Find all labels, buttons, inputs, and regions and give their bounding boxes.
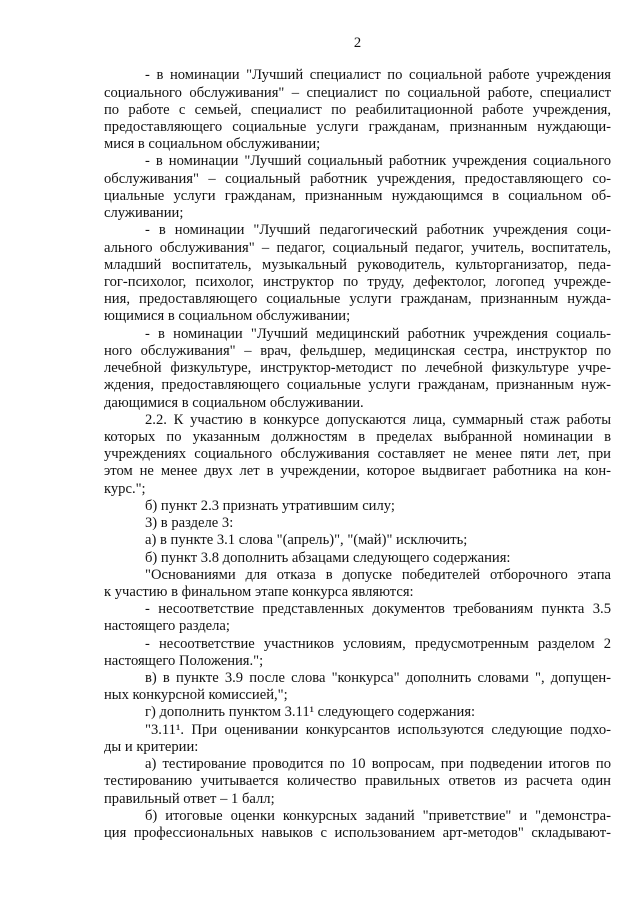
paragraph (104, 550, 611, 567)
text-line: 3) в разделе 3: (145, 515, 234, 532)
text-line: ция профессиональных навыков с использованием арт-методов" складывают- (104, 825, 611, 842)
text-line: этом не менее двух лет в учреждении, которое выдвигает работника на кон- (104, 463, 611, 480)
paragraph (104, 704, 611, 721)
text-line: к участию в финальном этапе конкурса являются: (104, 583, 414, 600)
document-body (104, 67, 611, 842)
text-line: настоящего раздела; (104, 618, 230, 635)
text-line: - несоответствие представленных документов требованиям пункта 3.5 (145, 601, 611, 618)
page-number: 2 (353, 35, 362, 51)
text-line: а) тестирование проводится по 10 вопросам, при подведении итогов по (145, 756, 611, 773)
text-line: б) итоговые оценки конкурсных заданий "приветствие" и "демонстра- (145, 807, 611, 824)
text-line: ждения, предоставляющего социальные услуги гражданам, признанным нуж- (104, 377, 611, 394)
text-line: по работе с семьей, специалист по реабилитационной работе учреждения, (104, 101, 611, 118)
text-line: курс."; (104, 480, 146, 497)
paragraph (104, 636, 611, 670)
text-line: дающимися в социальном обслуживании. (104, 394, 364, 411)
paragraph (104, 756, 611, 808)
text-line: предоставляющего социальные услуги гражданам, признанным нуждающи- (104, 119, 611, 136)
text-line: младший воспитатель, музыкальный руководитель, культорганизатор, педа- (104, 256, 611, 273)
text-line: служивании; (104, 205, 184, 222)
paragraph (104, 532, 611, 549)
text-line: ных конкурсной комиссией,"; (104, 687, 288, 704)
text-line: ющимися в социальном обслуживании; (104, 308, 351, 325)
text-line: учреждениях социального обслуживания составляет не менее пяти лет, при (104, 446, 611, 463)
text-line: - в номинации "Лучший социальный работник учреждения социального (145, 153, 611, 170)
text-line: - в номинации "Лучший медицинский работник учреждения социаль- (145, 325, 611, 342)
paragraph (104, 67, 611, 153)
paragraph (104, 808, 611, 842)
paragraph (104, 326, 611, 412)
text-line: ального обслуживания" – педагог, социальный педагог, учитель, воспитатель, (104, 239, 611, 256)
text-line: - в номинации "Лучший специалист по социальной работе учреждения (145, 67, 611, 84)
text-line: б) пункт 3.8 дополнить абзацами следующего содержания: (145, 549, 511, 566)
text-line: в) в пункте 3.9 после слова "конкурса" дополнить словами ", допущен- (145, 670, 611, 687)
text-line: правильный ответ – 1 балл; (104, 790, 275, 807)
text-line: лечебной физкультуре, инструктор-методист по лечебной физкультуре учре- (104, 360, 611, 377)
text-line: - несоответствие участников условиям, предусмотренным разделом 2 (145, 635, 611, 652)
text-line: ды и критерии: (104, 738, 199, 755)
text-line: мися в социальном обслуживании; (104, 136, 321, 153)
text-line: циальные услуги гражданам, признанным нуждающимся в социальном об- (104, 187, 611, 204)
text-line: тестированию учитывается количество правильных ответов из расчета один (104, 773, 611, 790)
text-line: обслуживания" – социальный работник учреждения, предоставляющего со- (104, 170, 611, 187)
text-line: гог-психолог, психолог, инструктор по труду, дефектолог, логопед учрежде- (104, 274, 611, 291)
text-line: б) пункт 2.3 признать утратившим силу; (145, 497, 395, 514)
paragraph (104, 515, 611, 532)
text-line: "3.11¹. При оценивании конкурсантов используются следующие подхо- (145, 721, 611, 738)
text-line: а) в пункте 3.1 слова "(апрель)", "(май)" исключить; (145, 532, 468, 549)
text-line: г) дополнить пунктом 3.11¹ следующего содержания: (145, 704, 476, 721)
paragraph (104, 722, 611, 756)
text-line: - в номинации "Лучший педагогический работник учреждения соци- (145, 222, 611, 239)
text-line: ного обслуживания" – врач, фельдшер, медицинская сестра, инструктор по (104, 342, 611, 359)
text-line: 2.2. К участию в конкурсе допускаются лица, суммарный стаж работы (145, 411, 611, 428)
paragraph (104, 412, 611, 498)
paragraph (104, 670, 611, 704)
text-line: которых по указанным должностям в пределах выбранной номинации в (104, 428, 611, 445)
text-line: "Основаниями для отказа в допуске победителей отборочного этапа (145, 566, 611, 583)
paragraph (104, 222, 611, 325)
paragraph (104, 601, 611, 635)
text-line: социального обслуживания" – специалист по социальной работе, специалист (104, 84, 611, 101)
text-line: настоящего Положения."; (104, 652, 264, 669)
text-line: ния, предоставляющего социальные услуги гражданам, признанным нужда- (104, 291, 611, 308)
paragraph (104, 153, 611, 222)
paragraph (104, 567, 611, 601)
paragraph (104, 498, 611, 515)
